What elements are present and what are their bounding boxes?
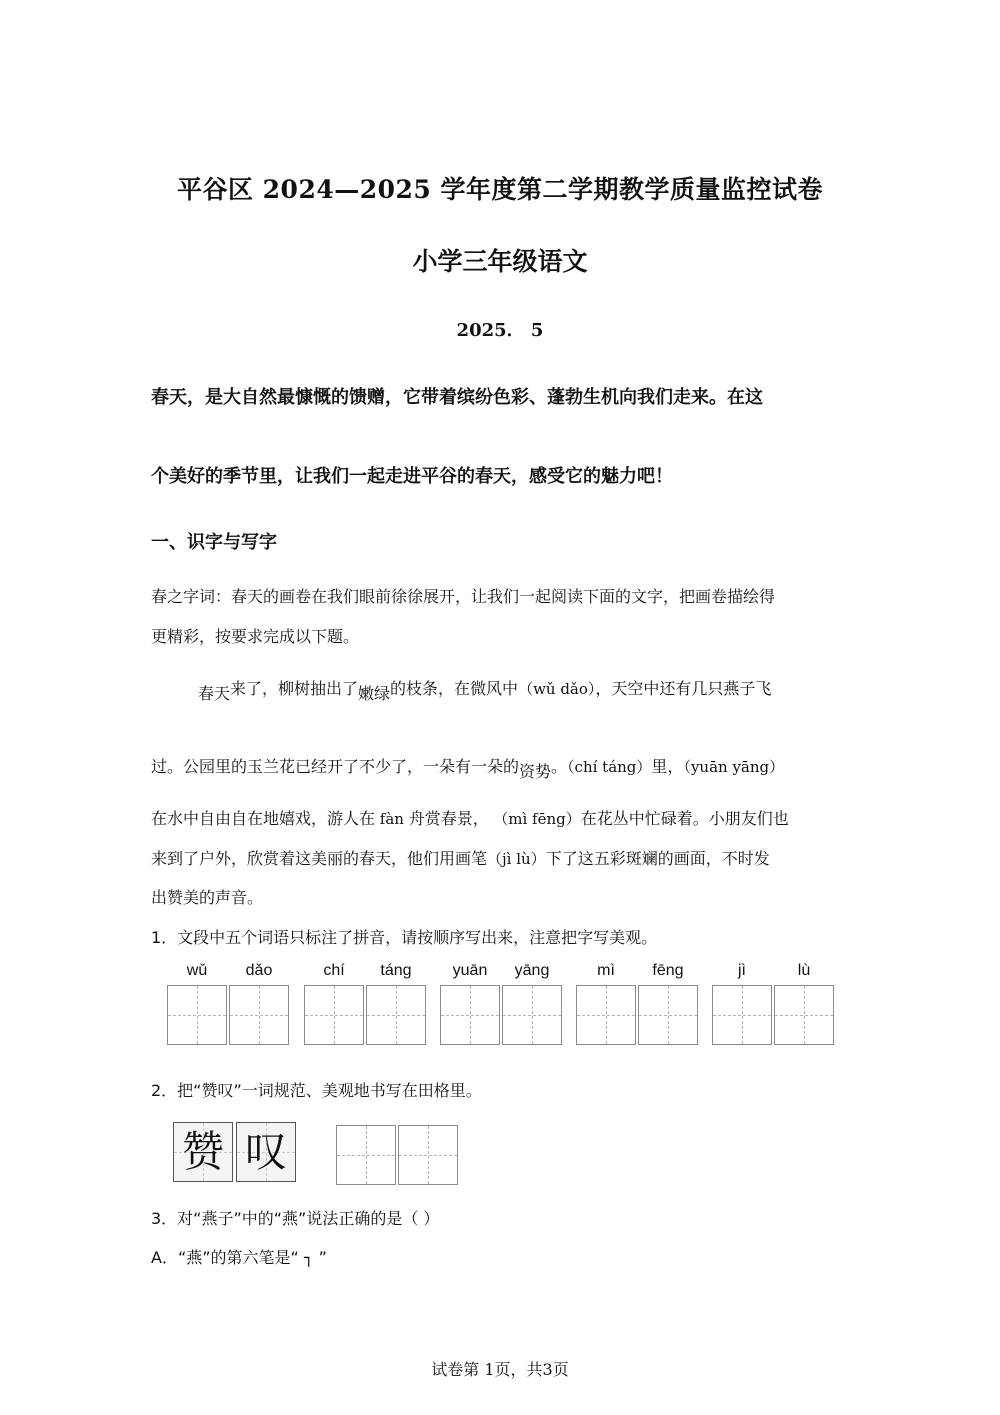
pinyin-blank: （yuān yāng） [683,758,785,776]
passage-text: 在水中自由自在地嬉戏，游人在 [151,809,376,828]
writing-grid-box[interactable] [304,985,364,1045]
passage-line-2 [151,754,785,781]
sample-character-box [173,1122,233,1182]
question-3: 3．对“燕子”中的“燕”说法正确的是（ ） [151,1209,440,1228]
writing-grid-box[interactable] [774,985,834,1045]
pinyin-label: fēng [652,962,684,979]
passage-line-1 [198,676,772,703]
passage-text: 的枝条，在微风中 [390,679,519,698]
passage-text: 过。公园里的玉兰花已经开了不少了，一朵有一朵的 [151,757,520,776]
exam-date: 2025． 5 [456,320,544,341]
writing-grid-box[interactable] [576,985,636,1045]
writing-grid-box[interactable] [167,985,227,1045]
writing-grid-box[interactable] [398,1125,458,1185]
task-line-1: 春之字词：春天的画卷在我们眼前徐徐展开，让我们一起阅读下面的文字，把画卷描绘得 [151,587,776,606]
pinyin-blank: （wǔ dǎo） [518,680,596,698]
pinyin-label: dǎo [245,962,273,979]
writing-grid-box[interactable] [336,1125,396,1185]
pinyin-label: chí [323,962,345,979]
writing-grid-box[interactable] [440,985,500,1045]
writing-grid-box[interactable] [712,985,772,1045]
passage-line-4 [151,846,770,869]
passage-text: 里， [651,757,684,776]
pinyin-label: wǔ [186,962,208,979]
pinyin-blank: fàn [375,810,409,828]
passage-text: 来到了户外，欣赏着这美丽的春天，他们用画笔 [151,849,488,868]
writing-grid-box[interactable] [229,985,289,1045]
section-heading: 一、识字与写字 [151,532,277,553]
pinyin-blank: （chí táng） [567,758,652,776]
question-1: 1．文段中五个词语只标注了拼音，请按顺序写出来，注意把字写美观。 [151,928,658,947]
intro-line-2: 个美好的季节里，让我们一起走进平谷的春天，感受它的魅力吧！ [151,466,673,487]
passage-text: 。 [551,757,568,776]
pinyin-blank: （mì fēng） [500,810,581,828]
passage-word: 春天 [198,684,231,703]
page-footer: 试卷第 1页，共3页 [431,1360,569,1379]
pinyin-label: yāng [514,962,550,979]
pinyin-label: táng [380,962,412,979]
passage-word: 资势 [519,762,552,781]
passage-word: 嫩绿 [358,684,391,703]
exam-subtitle: 小学三年级语文 [412,247,588,276]
question-3-option-a: A．“燕”的第六笔是“ ┐ ” [151,1248,327,1267]
writing-grid-box[interactable] [366,985,426,1045]
pinyin-label: jì [738,962,746,979]
exam-title: 平谷区 2024—2025 学年度第二学期教学质量监控试卷 [176,175,824,204]
sample-character-box [236,1122,296,1182]
pinyin-label: mì [597,962,615,979]
task-line-2: 更精彩，按要求完成以下题。 [151,627,360,646]
passage-line-3 [151,806,789,829]
writing-grid-box[interactable] [638,985,698,1045]
passage-text: 在花丛中忙碌着。小朋友们也 [580,809,789,828]
passage-text: 来了，柳树抽出了 [230,679,359,698]
pinyin-label: lù [797,962,811,979]
intro-line-1: 春天，是大自然最慷慨的馈赠，它带着缤纷色彩、蓬勃生机向我们走来。在这 [151,387,763,408]
sample-character: 叹 [244,1127,287,1176]
writing-grid-box[interactable] [502,985,562,1045]
passage-text: 下了这五彩斑斓的画面，不时发 [545,849,770,868]
pinyin-label: yuān [452,962,488,979]
question-2: 2．把“赞叹”一词规范、美观地书写在田格里。 [151,1081,482,1100]
pinyin-blank: （jì lù） [487,850,546,868]
passage-text: 舟赏春景， [408,809,489,828]
sample-character: 赞 [181,1127,224,1176]
passage-text: ，天空中还有几只燕子飞 [595,679,772,698]
passage-line-5: 出赞美的声音。 [151,888,264,907]
